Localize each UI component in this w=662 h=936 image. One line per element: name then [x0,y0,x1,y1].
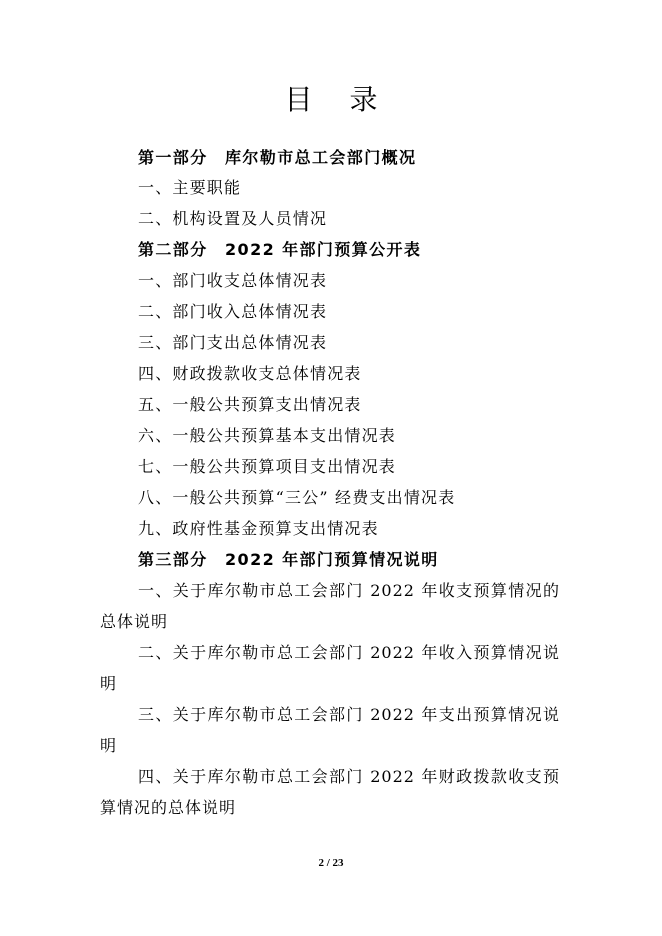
part3-heading: 第三部分 2022 年部门预算情况说明 [138,550,439,569]
toc-item: 二、机构设置及人员情况 [138,209,328,228]
toc-item: 八、一般公共预算“三公” 经费支出情况表 [138,488,456,507]
toc-item: 二、部门收入总体情况表 [138,302,328,321]
part1-heading: 第一部分 库尔勒市总工会部门概况 [138,148,417,167]
page-title: 目 录 [284,83,392,116]
toc-item-wrapped: 四、关于库尔勒市总工会部门 2022 年财政拨款收支预算情况的总体说明 [100,767,560,817]
toc-item-wrapped: 三、关于库尔勒市总工会部门 2022 年支出预算情况说明 [100,705,560,755]
part2-heading: 第二部分 2022 年部门预算公开表 [138,240,422,259]
toc-item: 九、政府性基金预算支出情况表 [138,519,379,538]
toc-item-wrapped: 二、关于库尔勒市总工会部门 2022 年收入预算情况说明 [100,643,560,693]
toc-item: 七、一般公共预算项目支出情况表 [138,457,397,476]
toc-item: 一、部门收支总体情况表 [138,271,328,290]
toc-item: 一、主要职能 [138,178,242,197]
toc-item-wrapped: 一、关于库尔勒市总工会部门 2022 年收支预算情况的总体说明 [100,581,560,631]
page-number: 2 / 23 [318,857,344,869]
toc-item: 四、财政拨款收支总体情况表 [138,364,362,383]
toc-item: 六、一般公共预算基本支出情况表 [138,426,397,445]
toc-item: 五、一般公共预算支出情况表 [138,395,362,414]
toc-item: 三、部门支出总体情况表 [138,333,328,352]
